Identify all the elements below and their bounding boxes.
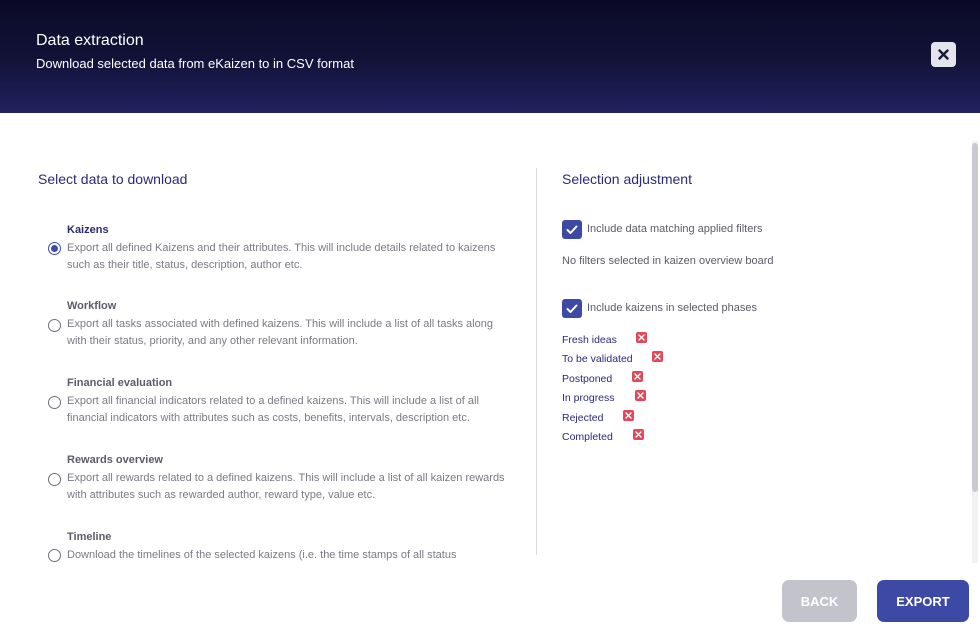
option-description: Export all defined Kaizens and their attributes. This will include details related to kaizens such as their title, status, description, author etc. bbox=[67, 242, 496, 271]
include-filters-checkbox[interactable] bbox=[562, 220, 582, 239]
export-button[interactable]: EXPORT bbox=[877, 580, 969, 622]
include-phases-label: Include kaizens in selected phases bbox=[587, 302, 757, 314]
checkmark-icon bbox=[566, 225, 578, 235]
option-kaizens[interactable] bbox=[48, 224, 508, 280]
radio-rewards-overview[interactable] bbox=[48, 473, 61, 486]
back-button[interactable]: BACK bbox=[782, 580, 857, 622]
radio-financial-evaluation[interactable] bbox=[48, 396, 61, 409]
option-title: Kaizens bbox=[67, 224, 109, 236]
column-divider bbox=[536, 168, 537, 555]
close-icon bbox=[625, 412, 632, 419]
phase-label: To be validated bbox=[562, 353, 633, 365]
option-description: Export all tasks associated with defined kaizens. This will include a list of all tasks along with their status, priority, and any other relevant information. bbox=[67, 318, 493, 347]
close-icon bbox=[938, 49, 949, 60]
radio-kaizens[interactable] bbox=[48, 242, 61, 255]
option-rewards-overview[interactable] bbox=[48, 454, 508, 510]
close-icon bbox=[634, 373, 641, 380]
close-icon bbox=[638, 334, 645, 341]
remove-phase-button[interactable] bbox=[635, 390, 646, 401]
remove-phase-button[interactable] bbox=[632, 371, 643, 382]
selection-adjustment-title: Selection adjustment bbox=[562, 171, 692, 187]
select-data-title: Select data to download bbox=[38, 171, 188, 187]
close-icon bbox=[637, 392, 644, 399]
include-filters-row[interactable] bbox=[562, 220, 862, 240]
checkmark-icon bbox=[566, 304, 578, 314]
include-filters-label: Include data matching applied filters bbox=[587, 223, 763, 235]
option-title: Workflow bbox=[67, 300, 117, 312]
option-workflow[interactable] bbox=[48, 300, 508, 356]
phase-chip bbox=[562, 351, 672, 369]
phase-label: In progress bbox=[562, 392, 615, 404]
phase-chip bbox=[562, 390, 652, 408]
remove-phase-button[interactable] bbox=[636, 332, 647, 343]
close-icon bbox=[654, 353, 661, 360]
phase-label: Rejected bbox=[562, 412, 604, 424]
close-button[interactable] bbox=[931, 42, 956, 67]
modal-subtitle: Download selected data from eKaizen to in CSV format bbox=[36, 56, 354, 71]
phase-chip bbox=[562, 410, 642, 428]
option-title: Rewards overview bbox=[67, 454, 163, 466]
include-phases-row[interactable] bbox=[562, 299, 862, 319]
remove-phase-button[interactable] bbox=[652, 351, 663, 362]
option-description: Export all rewards related to a defined kaizens. This will include a list of all kaizen rewards with attributes such as rewarded author, reward type, value etc. bbox=[67, 472, 505, 501]
phase-label: Fresh ideas bbox=[562, 334, 617, 346]
modal-header bbox=[0, 0, 980, 113]
option-financial-evaluation[interactable] bbox=[48, 377, 508, 433]
modal-title: Data extraction bbox=[36, 32, 144, 49]
include-phases-checkbox[interactable] bbox=[562, 299, 582, 318]
option-title: Timeline bbox=[67, 531, 112, 543]
phase-chip bbox=[562, 429, 652, 447]
option-description: Export all financial indicators related to a defined kaizens. This will include a list of all financial indicators with attributes such as costs, benefits, intervals, description etc. bbox=[67, 395, 479, 424]
close-icon bbox=[635, 431, 642, 438]
radio-timeline[interactable] bbox=[48, 549, 61, 562]
remove-phase-button[interactable] bbox=[623, 410, 634, 421]
remove-phase-button[interactable] bbox=[633, 429, 644, 440]
scrollbar-thumb[interactable] bbox=[972, 143, 978, 492]
phase-label: Completed bbox=[562, 431, 613, 443]
no-filters-text: No filters selected in kaizen overview board bbox=[562, 255, 774, 267]
phase-chip bbox=[562, 332, 662, 350]
radio-workflow[interactable] bbox=[48, 319, 61, 332]
phase-chip bbox=[562, 371, 652, 389]
option-title: Financial evaluation bbox=[67, 377, 173, 389]
option-description: Download the timelines of the selected kaizens (i.e. the time stamps of all status bbox=[67, 549, 457, 561]
option-timeline[interactable] bbox=[48, 531, 508, 567]
phase-label: Postponed bbox=[562, 373, 613, 385]
